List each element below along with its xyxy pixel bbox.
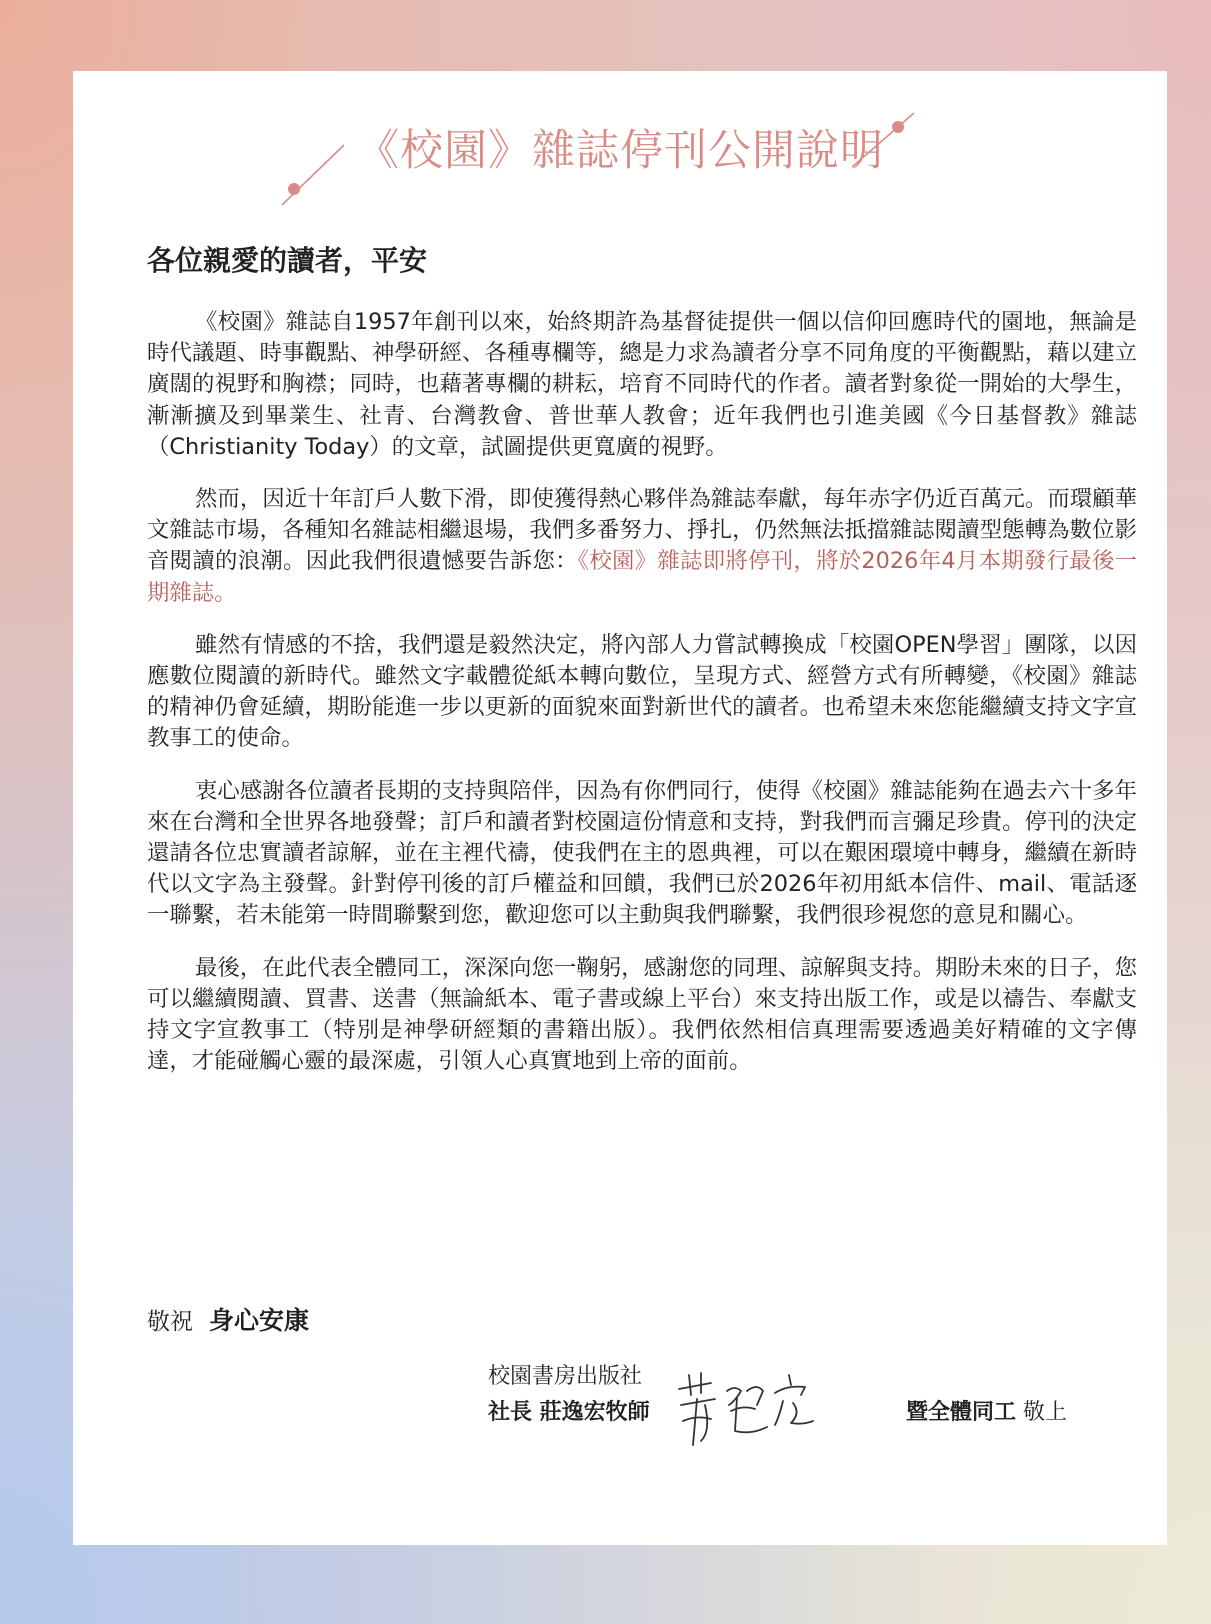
closing bbox=[147, 1303, 309, 1340]
closing-wish: 身心安康 bbox=[209, 1306, 310, 1335]
title-block bbox=[73, 109, 1167, 199]
right-pen-ornament bbox=[848, 109, 918, 169]
greeting: 各位親愛的讀者，平安 bbox=[147, 244, 428, 277]
paragraph-history: 《校園》雜誌自1957年創刊以來，始終期許為基督徒提供一個以信仰回應時代的園地，無論是時代議題、時事觀點、神學研經、各種專欄等，總是力求為讀者分享不同角度的平衡觀點，藉以建立廣闊的視野和胸襟；同時，也藉著專欄的耕耘，培育不同時代的作者。讀者對象從一開始的大學生，漸漸擴及到畢業生、社青、台灣教會、普世華人教會；近年我們也引進美國《今日基督教》雜誌（Christianity Today）的文章，試圖提供更寬廣的視野。 bbox=[147, 309, 1137, 460]
all-staff-signoff bbox=[906, 1397, 1067, 1429]
all-staff-label: 暨全體同工 bbox=[906, 1400, 1017, 1425]
letter-body bbox=[147, 307, 1137, 1098]
respect-label: 敬上 bbox=[1023, 1400, 1068, 1425]
page-title: 《校園》雜誌停刊公開說明 bbox=[356, 126, 884, 176]
publisher-name: 校園書房出版社 bbox=[488, 1364, 643, 1389]
signer-role-name: 社長 莊逸宏牧師 bbox=[488, 1400, 650, 1425]
paragraph-transition: 雖然有情感的不捨，我們還是毅然決定，將內部人力嘗試轉換成「校園OPEN學習」團隊，以因應數位閱讀的新時代。雖然文字載體從紙本轉向數位，呈現方式、經營方式有所轉變，《校園》雜誌的精神仍會延續，期盼能進一步以更新的面貌來面對新世代的讀者。也希望未來您能繼續支持文字宣教事工的使命。 bbox=[147, 631, 1137, 752]
suspension-notice: 《校園》雜誌即將停刊，將於2026年4月本期發行最後一期雜誌。 bbox=[147, 548, 1138, 606]
handwritten-signature bbox=[671, 1361, 841, 1451]
paragraph-final: 最後，在此代表全體同工，深深向您一鞠躬，感謝您的同理、諒解與支持。期盼未來的日子，您可以繼續閱讀、買書、送書（無論紙本、電子書或線上平台）來支持出版工作，或是以禱告、奉獻支持文字宣教事工（特別是神學研經類的書籍出版）。我們依然相信真理需要透過美好精確的文字傳達，才能碰觸心靈的最深處，引領人心真實地到上帝的面前。 bbox=[147, 954, 1137, 1075]
paragraph-thanks: 衷心感謝各位讀者長期的支持與陪伴，因為有你們同行，使得《校園》雜誌能夠在過去六十多年來在台灣和全世界各地發聲；訂戶和讀者對校園這份情意和支持，對我們而言彌足珍貴。停刊的決定還請各位忠實讀者諒解，並在主裡代禱，使我們在主的恩典裡，可以在艱困環境中轉身，繼續在新時代以文字為主發聲。針對停刊後的訂戶權益和回饋，我們已於2026年初用紙本信件、mail、電話逐一聯繫，若未能第一時間聯繫到您，歡迎您可以主動與我們聯繫，我們很珍視您的意見和關心。 bbox=[147, 777, 1137, 929]
paragraph-announcement bbox=[147, 484, 1137, 609]
letter-card bbox=[73, 71, 1167, 1545]
closing-salute: 敬祝 bbox=[147, 1309, 193, 1335]
paragraph-announcement-text: 然而，因近十年訂戶人數下滑，即使獲得熱心夥伴為雜誌奉獻，每年赤字仍近百萬元。而環顧華文雜誌市場，各種知名雜誌相繼退場，我們多番努力、掙扎，仍然無法抵擋雜誌閱讀型態轉為數位影音閱讀的浪潮。因此我們很遺憾要告訴您： bbox=[147, 486, 1137, 575]
